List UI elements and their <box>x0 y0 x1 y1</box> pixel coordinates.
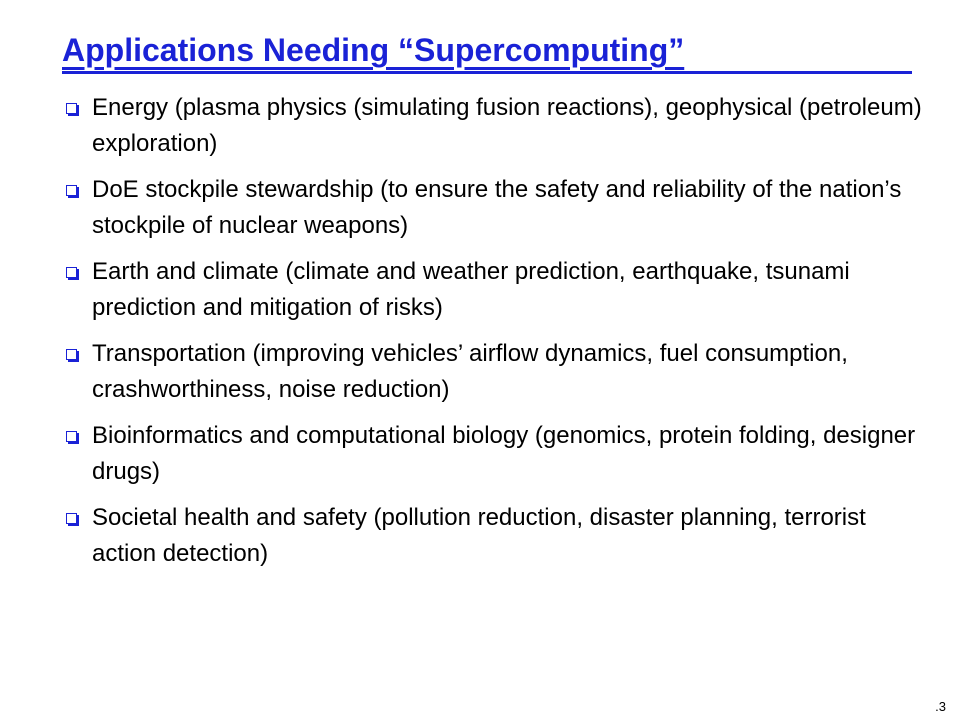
bullet-text: Transportation (improving vehicles’ airflow dynamics, fuel consumption, crashworthiness, noise reduction) <box>92 340 848 403</box>
hollow-square-icon <box>66 103 77 114</box>
bullet-item <box>64 418 924 490</box>
slide-title-text: Applications Needing “Supercomputing” <box>62 32 685 68</box>
bullet-item <box>64 172 924 244</box>
bullet-text: Energy (plasma physics (simulating fusion reactions), geophysical (petroleum) exploration) <box>92 94 922 157</box>
page-number: .3 <box>935 699 946 714</box>
bullet-text: Bioinformatics and computational biology (genomics, protein folding, designer drugs) <box>92 422 916 485</box>
hollow-square-icon <box>66 431 77 442</box>
bullet-text: DoE stockpile stewardship (to ensure the safety and reliability of the nation’s stockpile of nuclear weapons) <box>92 176 902 239</box>
bullet-list <box>64 90 924 582</box>
hollow-square-icon <box>66 349 77 360</box>
bullet-item <box>64 254 924 326</box>
bullet-item <box>64 90 924 162</box>
hollow-square-icon <box>66 185 77 196</box>
bullet-text: Earth and climate (climate and weather prediction, earthquake, tsunami prediction and mitigation of risks) <box>92 258 850 321</box>
bullet-item <box>64 500 924 572</box>
hollow-square-icon <box>66 267 77 278</box>
bullet-item <box>64 336 924 408</box>
slide-title <box>62 30 912 74</box>
bullet-text: Societal health and safety (pollution reduction, disaster planning, terrorist action detection) <box>92 504 866 567</box>
hollow-square-icon <box>66 513 77 524</box>
